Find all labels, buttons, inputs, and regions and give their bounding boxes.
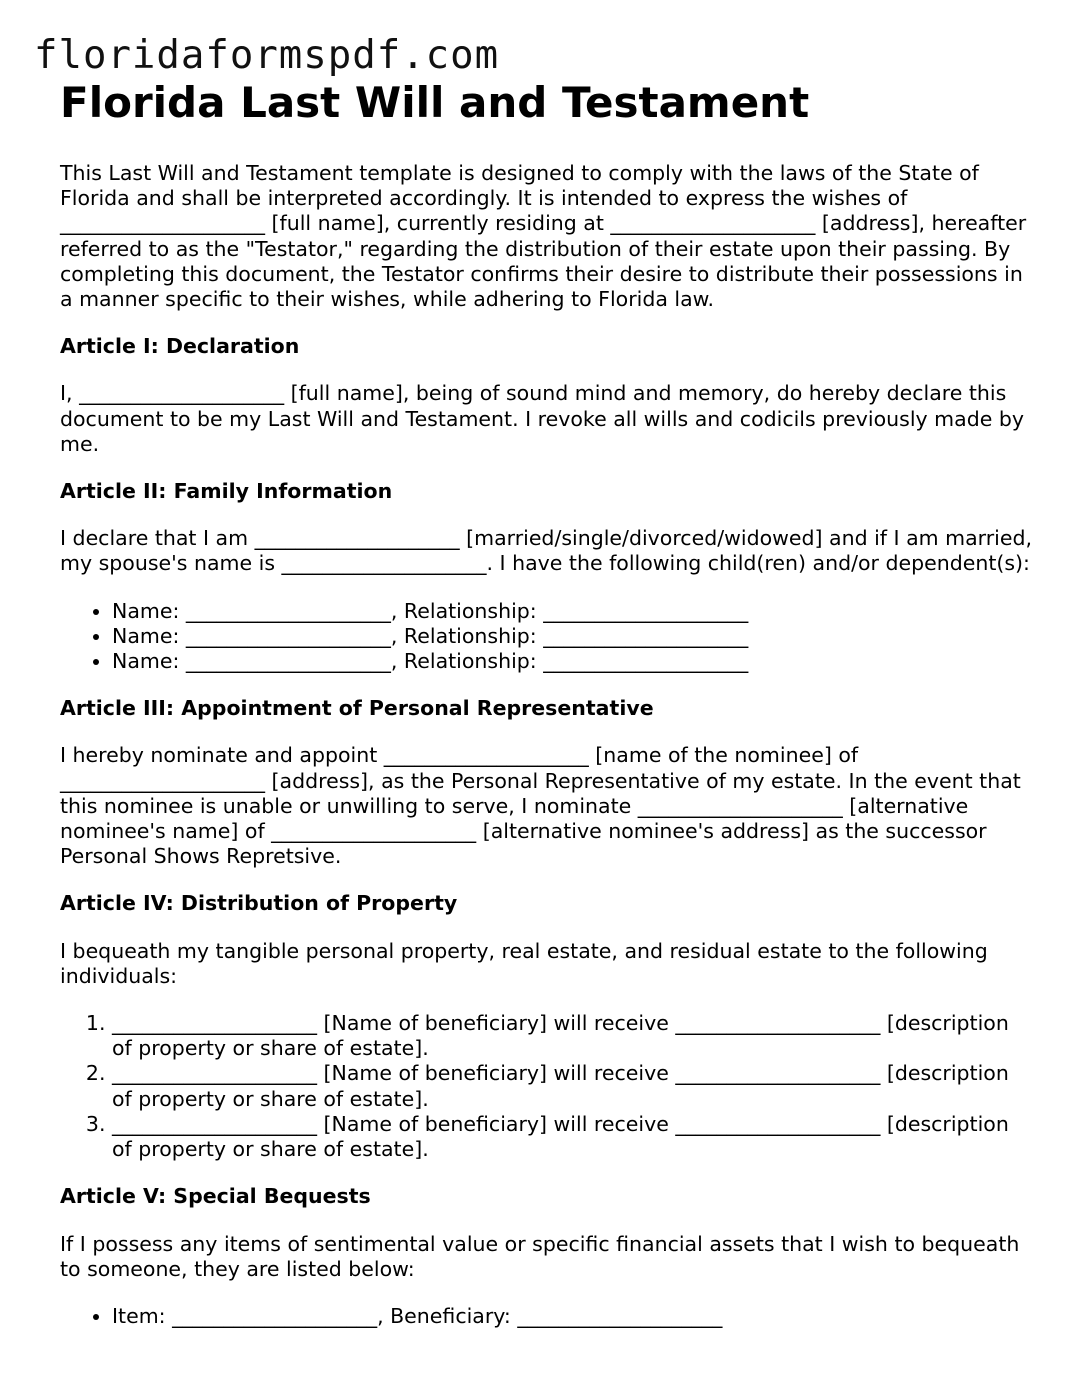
article-4-heading: Article IV: Distribution of Property [60,891,458,916]
intro-paragraph: This Last Will and Testament template is designed to comply with the laws of the State of Florida and shall be interpreted accordingly. It is intended to express the wishes of ____________________ [full name], currently residing at ____________________ [address], hereafter referred to as the "Testator," regarding the distribution of their estate upon their passing. By completing this document, the Testator confirms their desire to distribute their possessions in a manner specific to their wishes, while adhering to Florida law. [60,161,1027,312]
document-page [60,78,1035,1329]
article-2-text: I declare that I am ____________________ [married/single/divorced/widowed] and if I am married, my spouse's name is ____________________. I have the following child(ren) and/or dependent(s): [60,526,1033,576]
list-item: • Name: ____________________, Relationship: ____________________ [112,599,1035,624]
list-item: • Name: ____________________, Relationship: ____________________ [112,649,1035,674]
document-title: Florida Last Will and Testament [60,78,810,127]
article-3-text: I hereby nominate and appoint ____________________ [name of the nominee] of ____________________ [address], as the Personal Representative of my estate. In the event that this nominee is unable or unwilling to serve, I nominate ____________________ [alternative nominee's name] of ____________________ [alternative nominee's address] as the successor Personal Shows Repretsive. [60,743,1021,869]
list-item: 2. ____________________ [Name of beneficiary] will receive ____________________ [description of property or share of estate]. [112,1061,1035,1111]
list-item: • Name: ____________________, Relationship: ____________________ [112,624,1035,649]
list-item: 3. ____________________ [Name of beneficiary] will receive ____________________ [description of property or share of estate]. [112,1112,1035,1162]
article-1-text: I, ____________________ [full name], being of sound mind and memory, do hereby declare this document to be my Last Will and Testament. I revoke all wills and codicils previously made by me. [60,381,1024,456]
list-item: • Item: ____________________, Beneficiary: ____________________ [112,1304,1035,1329]
article-3-heading: Article III: Appointment of Personal Representative [60,696,654,721]
special-bequests-list [60,1304,1035,1329]
article-1-heading: Article I: Declaration [60,334,300,359]
dependents-list [60,599,1035,675]
article-5-heading: Article V: Special Bequests [60,1184,371,1209]
beneficiaries-list [60,1011,1035,1162]
site-watermark: floridaformspdf.com [34,33,500,78]
article-5-text: If I possess any items of sentimental value or specific financial assets that I wish to bequeath to someone, they are listed below: [60,1231,1020,1281]
article-4-text: I bequeath my tangible personal property, real estate, and residual estate to the following individuals: [60,938,988,988]
article-2-heading: Article II: Family Information [60,479,393,504]
list-item: 1. ____________________ [Name of beneficiary] will receive ____________________ [description of property or share of estate]. [112,1011,1035,1061]
